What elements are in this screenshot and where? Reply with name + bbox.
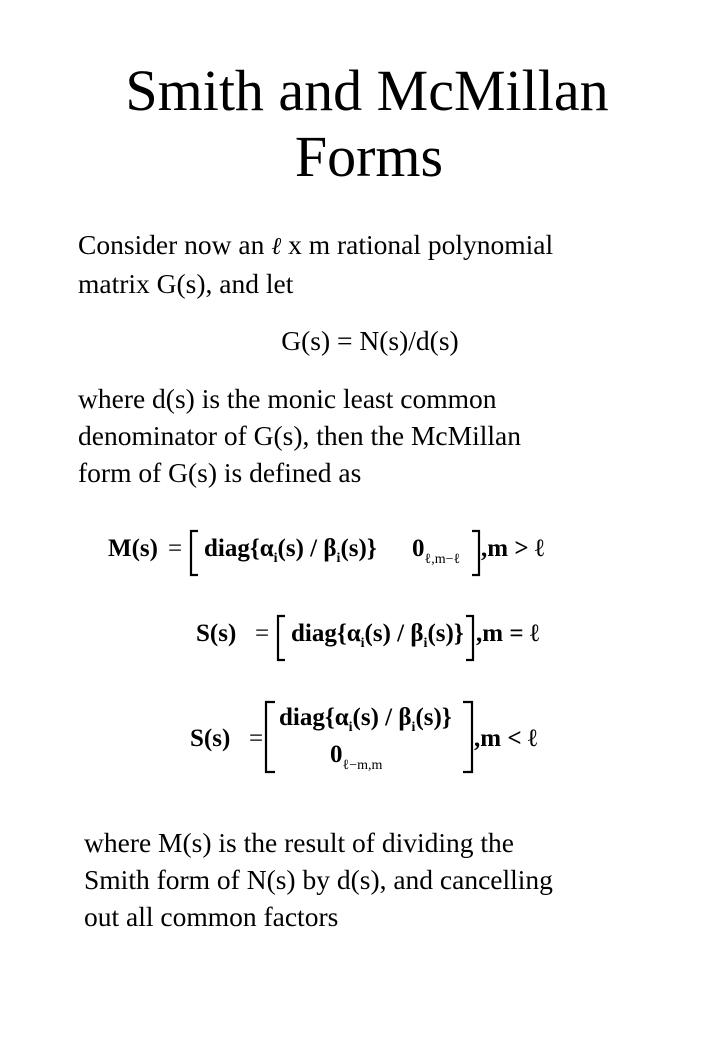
mcmillan-formula bbox=[108, 531, 544, 575]
smith-formula-square bbox=[196, 616, 539, 660]
f3-equals: = bbox=[249, 725, 264, 752]
f1-left-bracket bbox=[191, 531, 198, 575]
f2-end: (s)} bbox=[427, 620, 464, 647]
smith-formula-tall bbox=[190, 702, 537, 773]
definition-equation: G(s) = N(s)/d(s) bbox=[281, 325, 459, 356]
intro-text-b: x m rational polynomial bbox=[281, 229, 554, 260]
f1-zero-sub: ℓ,m−ℓ bbox=[424, 552, 461, 567]
conclusion-line-1: where M(s) is the result of dividing the bbox=[84, 827, 514, 858]
f3-mid: (s) / β bbox=[352, 704, 412, 731]
f2-condition: ,m = ℓ bbox=[476, 620, 540, 647]
f2-right-bracket bbox=[466, 616, 473, 660]
f2-lhs: S(s) bbox=[196, 620, 237, 647]
f2-diag: diag{α bbox=[291, 620, 361, 647]
f1-end: (s)} bbox=[340, 535, 377, 562]
f3-zero: 0 bbox=[330, 741, 343, 768]
conclusion-line-3: out all common factors bbox=[84, 901, 339, 932]
f2-sub-i2: i bbox=[423, 636, 428, 651]
f3-end: (s)} bbox=[415, 704, 452, 731]
f3-zero-sub: ℓ−m,m bbox=[342, 758, 383, 773]
f3-left-bracket bbox=[266, 702, 275, 772]
f1-lhs: M(s) bbox=[108, 535, 158, 562]
f1-zero: 0 bbox=[412, 535, 425, 562]
f2-equals: = bbox=[255, 620, 270, 647]
f2-sub-i: i bbox=[360, 636, 365, 651]
intro-text-a: Consider now an bbox=[78, 229, 272, 260]
f1-right-bracket bbox=[472, 531, 479, 575]
f1-diag: diag{α bbox=[204, 535, 274, 562]
f3-lhs: S(s) bbox=[190, 725, 231, 752]
svg-text:diag{αi(s) / βi(s)} bbox=[204, 535, 377, 566]
f1-sub-i2: i bbox=[336, 551, 341, 566]
ell-symbol: ℓ bbox=[271, 232, 282, 260]
title-line-1: Smith and McMillan bbox=[125, 58, 609, 123]
conclusion-paragraph bbox=[84, 824, 704, 935]
f1-sub-i: i bbox=[273, 551, 278, 566]
f2-left-bracket bbox=[278, 616, 285, 660]
page-title bbox=[0, 58, 720, 190]
explanation-line-2: denominator of G(s), then the McMillan bbox=[78, 420, 521, 451]
svg-text:0ℓ,m−ℓ bbox=[412, 535, 460, 567]
f3-sub-i2: i bbox=[411, 720, 416, 735]
f3-diag: diag{α bbox=[279, 704, 349, 731]
f3-right-bracket bbox=[463, 702, 472, 772]
intro-paragraph bbox=[78, 226, 698, 302]
svg-text:diag{αi(s) / βi(s)} bbox=[291, 620, 464, 651]
f1-mid: (s) / β bbox=[277, 535, 337, 562]
f2-mid: (s) / β bbox=[364, 620, 424, 647]
f1-condition: ,m > ℓ bbox=[481, 535, 545, 562]
conclusion-line-2: Smith form of N(s) by d(s), and cancelling bbox=[84, 864, 553, 895]
f3-condition: ,m < ℓ bbox=[474, 725, 538, 752]
explanation-line-1: where d(s) is the monic least common bbox=[78, 383, 497, 414]
explanation-paragraph bbox=[78, 380, 698, 491]
f1-equals: = bbox=[168, 535, 183, 562]
svg-text:diag{αi(s) / βi(s)} bbox=[279, 704, 452, 735]
f3-sub-i: i bbox=[348, 720, 353, 735]
intro-text-c: matrix G(s), and let bbox=[78, 268, 294, 299]
explanation-line-3: form of G(s) is defined as bbox=[78, 457, 362, 488]
svg-text:0ℓ−m,m bbox=[330, 741, 382, 773]
title-line-2: Forms bbox=[294, 124, 444, 189]
